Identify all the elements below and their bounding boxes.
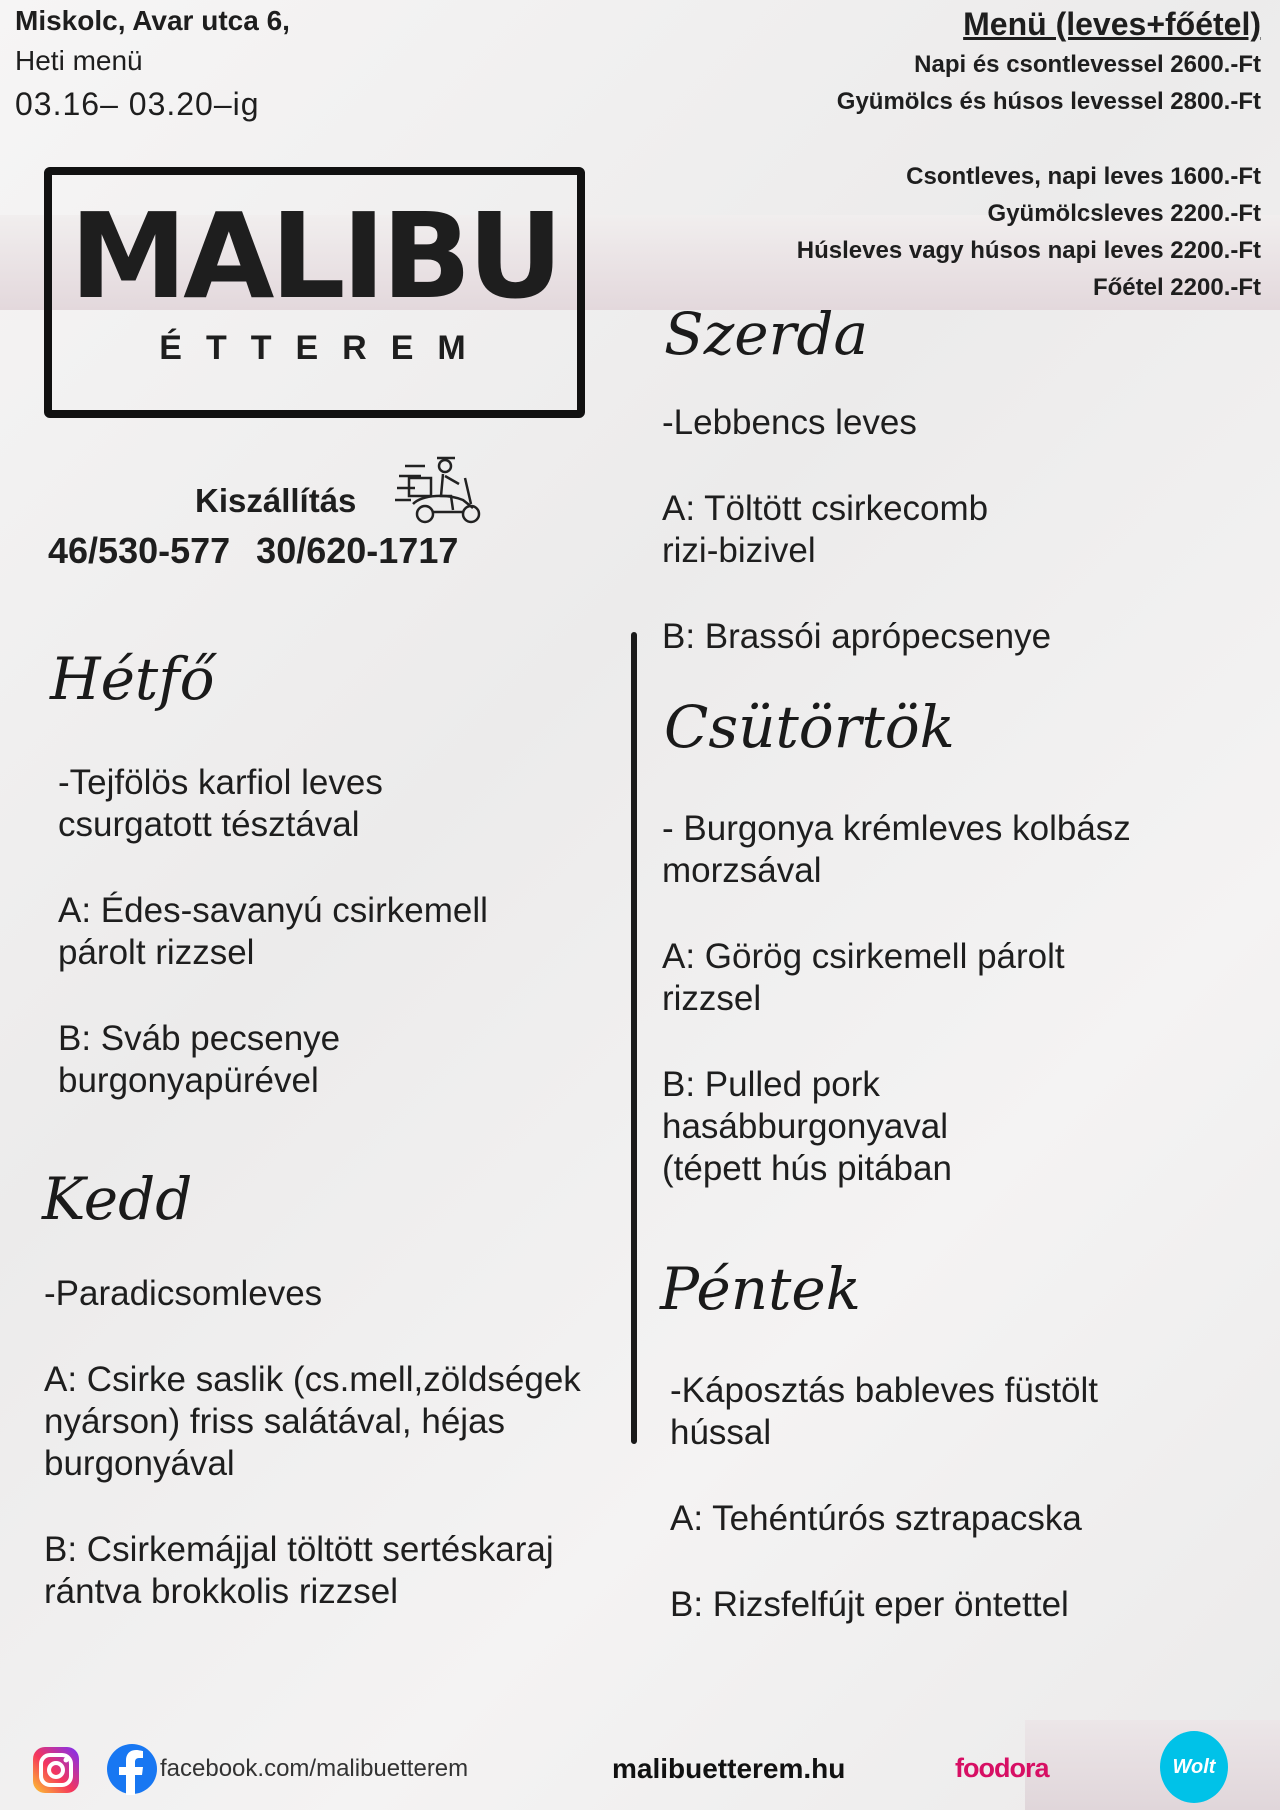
menu-item: B: Pulled pork hasábburgonyaval (tépett hús pitában <box>662 1065 952 1188</box>
menu-friday <box>670 1370 1098 1670</box>
price-line: Napi és csontlevessel 2600.-Ft <box>914 51 1261 78</box>
menu-item: B: Brassói aprópecsenye <box>662 617 1052 656</box>
price-line: Csontleves, napi leves 1600.-Ft <box>906 163 1261 190</box>
day-heading-friday: Péntek <box>660 1255 861 1323</box>
day-heading-tuesday: Kedd <box>42 1165 193 1233</box>
day-heading-monday: Hétfő <box>50 645 215 713</box>
foodora-logo[interactable]: foodora <box>955 1753 1049 1783</box>
price-line: Gyümölcs és húsos levessel 2800.-Ft <box>836 88 1261 115</box>
scooter-icon <box>393 448 483 528</box>
phone-1[interactable]: 46/530-577 <box>48 530 231 571</box>
logo <box>44 167 585 418</box>
logo-name: MALIBU <box>69 187 560 325</box>
day-heading-wednesday: Szerda <box>664 300 869 368</box>
menu-item: A: Töltött csirkecomb rizi-bizivel <box>662 489 989 570</box>
menu-item: -Paradicsomleves <box>44 1274 323 1313</box>
menu-item: B: Csirkemájjal töltött sertéskaraj rántva brokkolis rizzsel <box>44 1530 554 1611</box>
facebook-icon[interactable] <box>106 1743 158 1795</box>
menu-item: A: Csirke saslik (cs.mell,zöldségek nyárson) friss salátával, héjas burgonyával <box>44 1360 581 1483</box>
facebook-link[interactable]: facebook.com/malibuetterem <box>160 1755 469 1782</box>
menu-wednesday <box>662 402 1051 702</box>
address: Miskolc, Avar utca 6, <box>15 5 290 36</box>
price-list <box>797 2 1261 306</box>
menu-item: -Lebbencs leves <box>662 403 917 442</box>
price-line: Főétel 2200.-Ft <box>1092 274 1261 301</box>
instagram-icon[interactable] <box>31 1745 81 1795</box>
day-heading-thursday: Csütörtök <box>664 693 955 761</box>
menu-monday <box>58 762 488 1146</box>
menu-item: -Káposztás bableves füstölt hússal <box>670 1371 1099 1452</box>
menu-subtitle: Heti menü <box>15 44 143 76</box>
price-line: Húsleves vagy húsos napi leves 2200.-Ft <box>796 237 1261 264</box>
phone-numbers <box>48 530 484 572</box>
menu-item: - Burgonya krémleves kolbász morzsával <box>662 809 1131 890</box>
menu-thursday <box>662 808 1131 1234</box>
column-divider <box>631 632 637 1444</box>
date-range: 03.16– 03.20–ig <box>15 86 260 123</box>
footer <box>0 1743 1280 1797</box>
menu-item: B: Sváb pecsenye burgonyapürével <box>58 1019 341 1100</box>
price-title: Menü (leves+főétel) <box>963 6 1261 42</box>
menu-item: A: Tehéntúrós sztrapacska <box>670 1499 1082 1538</box>
menu-item: -Tejfölös karfiol leves csurgatott tésztával <box>58 763 383 844</box>
menu-item: A: Görög csirkemell párolt rizzsel <box>662 937 1065 1018</box>
phone-2[interactable]: 30/620-1717 <box>256 530 459 571</box>
menu-item: B: Rizsfelfújt eper öntettel <box>670 1585 1069 1624</box>
wolt-logo[interactable]: Wolt <box>1160 1731 1228 1803</box>
menu-item: A: Édes-savanyú csirkemell párolt rizzsel <box>58 891 488 972</box>
menu-tuesday <box>44 1273 581 1657</box>
delivery-label: Kiszállítás <box>195 482 357 519</box>
price-line: Gyümölcsleves 2200.-Ft <box>987 200 1261 227</box>
logo-sub: ÉTTEREM <box>159 329 490 367</box>
website-link[interactable]: malibuetterem.hu <box>612 1753 846 1784</box>
restaurant-info <box>15 4 290 124</box>
